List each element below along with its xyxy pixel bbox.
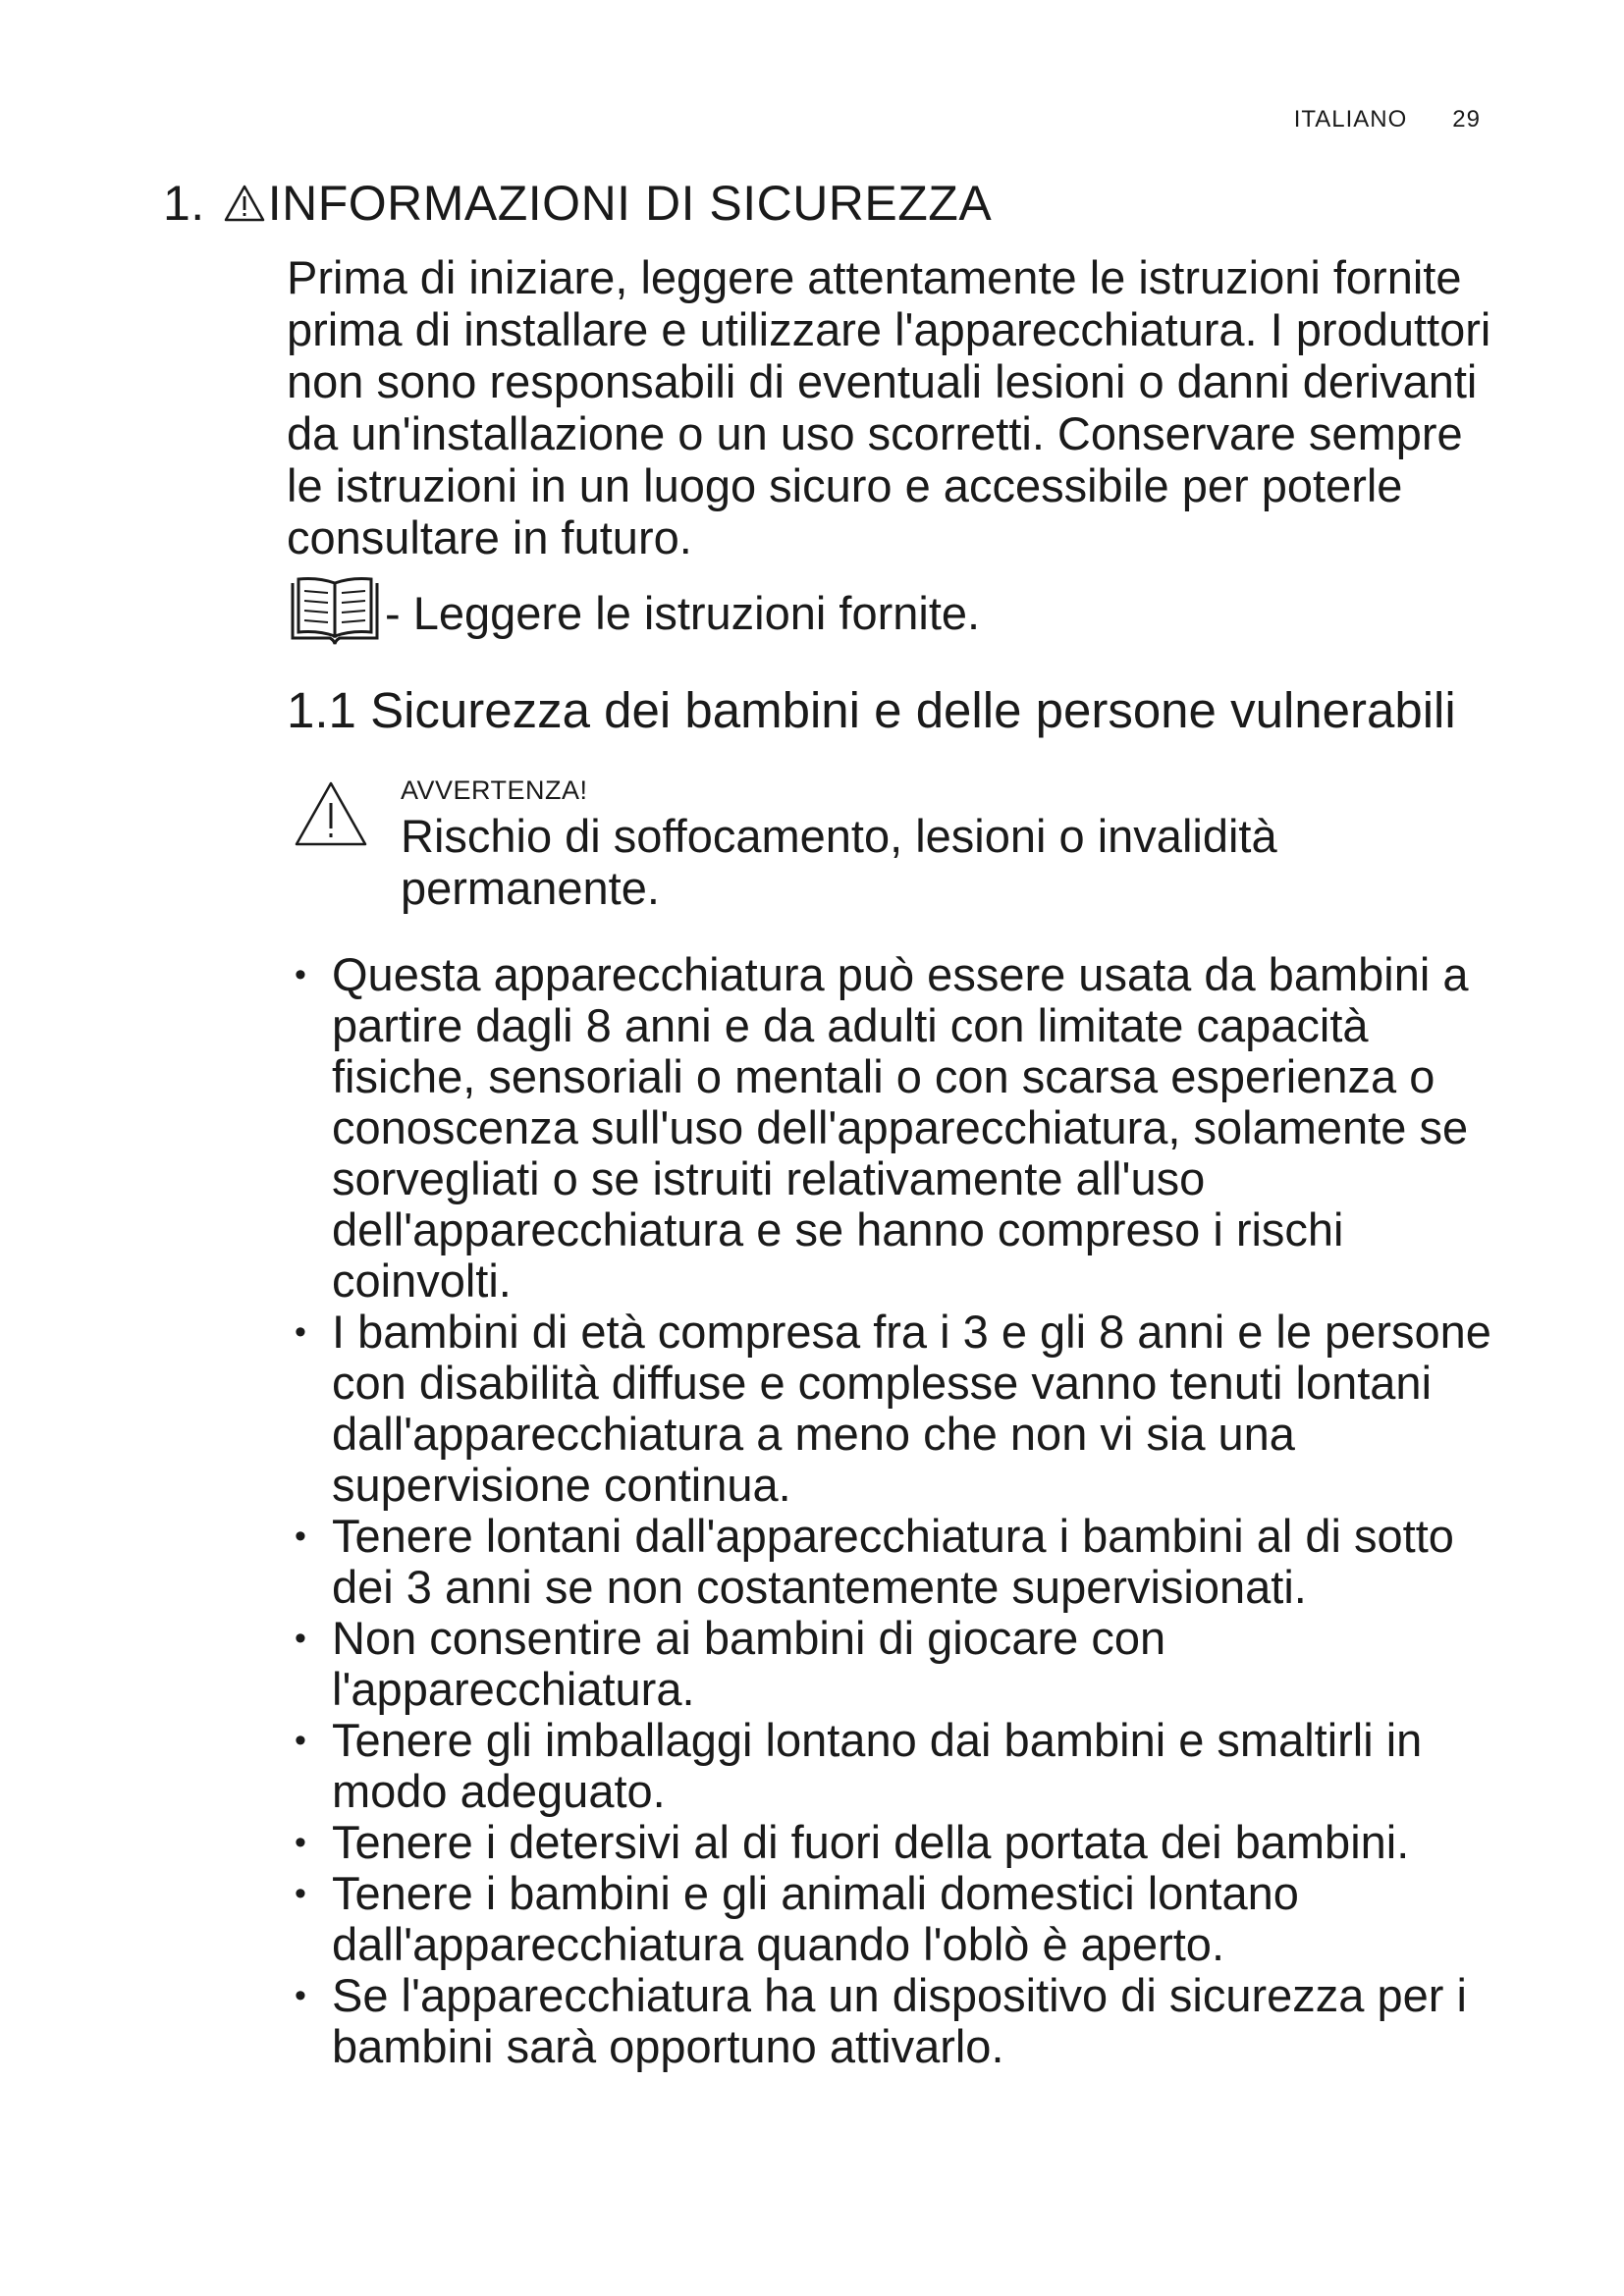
bullet-text: Tenere i bambini e gli animali domestici lontano dall'apparecchiatura quando l'oblò è aperto. xyxy=(332,1867,1299,1970)
bullet-text: Non consentire ai bambini di giocare con l'apparecchiatura. xyxy=(332,1612,1166,1715)
list-item: • Tenere i detersivi al di fuori della portata dei bambini. xyxy=(295,1816,1410,1868)
warning-text: Rischio di soffocamento, lesioni o invalidità permanente. xyxy=(401,810,1277,914)
warning-box xyxy=(287,775,1494,914)
bullet-text: Se l'apparecchiatura ha un dispositivo di sicurezza per i bambini sarà opportuno attivarlo. xyxy=(332,1969,1467,2072)
page-number: 29 xyxy=(1452,106,1481,133)
section-title: INFORMAZIONI DI SICUREZZA xyxy=(267,176,993,231)
bullet-text: Tenere lontani dall'apparecchiatura i bambini al di sotto dei 3 anni se non costantemente supervisionati. xyxy=(332,1510,1454,1613)
bullet-text: Tenere i detersivi al di fuori della portata dei bambini. xyxy=(332,1816,1410,1868)
read-instructions-text: - Leggere le istruzioni fornite. xyxy=(385,586,981,639)
safety-bullet-list xyxy=(287,949,1494,2072)
list-item: • I bambini di età compresa fra i 3 e gli 8 anni e le persone con disabilità diffuse e complesse vanno tenuti lontani dall'apparecchiatura a meno che non vi sia una supervisione continua. xyxy=(295,1306,1491,1511)
warning-label: AVVERTENZA! xyxy=(401,775,588,805)
list-item: • Questa apparecchiatura può essere usata da bambini a partire dagli 8 anni e da adulti con limitate capacità fisiche, sensoriali o mentali o con scarsa esperienza o conoscenza sull'uso dell'apparecchiatura, solamente se sorvegliati o se istruiti relativamente all'uso dell'apparecchiatura e se hanno compreso i rischi coinvolti. xyxy=(295,948,1469,1307)
section-number: 1. xyxy=(163,176,205,231)
read-instructions-note xyxy=(287,575,1494,650)
warning-triangle-icon xyxy=(293,779,369,848)
list-item: • Se l'apparecchiatura ha un dispositivo di sicurezza per i bambini sarà opportuno attivarlo. xyxy=(295,1969,1467,2072)
warning-body xyxy=(401,775,1494,914)
subsection-title: 1.1 Sicurezza dei bambini e delle persone vulnerabili xyxy=(287,682,1456,738)
open-book-icon xyxy=(287,575,383,650)
bullet-text: Tenere gli imballaggi lontano dai bambini e smaltirli in modo adeguato. xyxy=(332,1714,1423,1817)
intro-paragraph: Prima di iniziare, leggere attentamente le istruzioni fornite prima di installare e utilizzare l'apparecchiatura. I produttori non sono responsabili di eventuali lesioni o danni derivanti da un'installazione o un uso scorretti. Conservare sempre le istruzioni in un luogo sicuro e accessibile per poterle consultare in futuro. xyxy=(287,251,1491,563)
bullet-text: I bambini di età compresa fra i 3 e gli 8 anni e le persone con disabilità diffuse e complesse vanno tenuti lontani dall'apparecchiatura a meno che non vi sia una supervisione continua. xyxy=(332,1306,1491,1511)
list-item: • Tenere gli imballaggi lontano dai bambini e smaltirli in modo adeguato. xyxy=(295,1714,1423,1817)
list-item: • Tenere lontani dall'apparecchiatura i bambini al di sotto dei 3 anni se non costantemente supervisionati. xyxy=(295,1510,1454,1613)
list-item: • Non consentire ai bambini di giocare con l'apparecchiatura. xyxy=(295,1612,1166,1715)
section-heading xyxy=(163,175,992,232)
bullet-text: Questa apparecchiatura può essere usata da bambini a partire dagli 8 anni e da adulti con limitate capacità fisiche, sensoriali o mentali o con scarsa esperienza o conoscenza sull'uso dell'apparecchiatura, solamente se sorvegliati o se istruiti relativamente all'uso dell'apparecchiatura e se hanno compreso i rischi coinvolti. xyxy=(332,948,1469,1307)
header-language: ITALIANO xyxy=(1293,106,1408,133)
main-content xyxy=(287,251,1494,2072)
list-item: • Tenere i bambini e gli animali domestici lontano dall'apparecchiatura quando l'oblò è aperto. xyxy=(295,1867,1299,1970)
page-header xyxy=(1294,106,1481,133)
warning-triangle-icon xyxy=(223,184,266,223)
